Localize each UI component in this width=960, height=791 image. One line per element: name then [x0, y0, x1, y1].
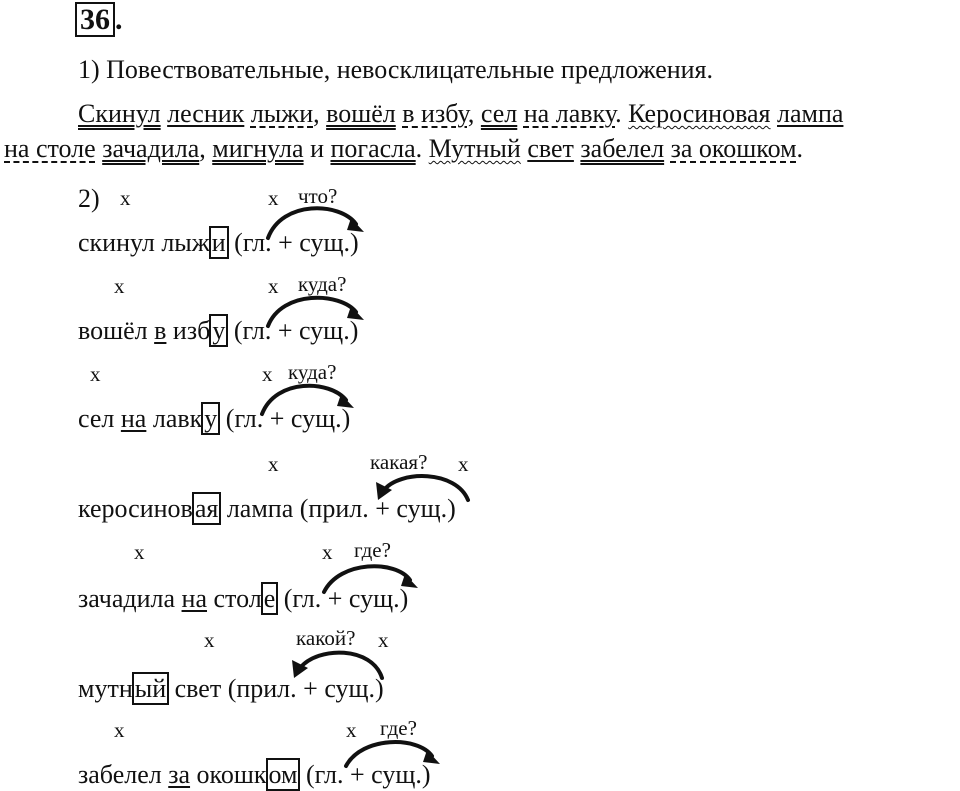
- phrase-text: забелел: [78, 760, 169, 789]
- punct: ,: [313, 99, 327, 128]
- mark-x: x: [204, 628, 215, 652]
- phrase-7: [78, 762, 431, 788]
- question-label: куда?: [298, 272, 347, 296]
- phrase-text: скинул лыж: [78, 228, 210, 257]
- ending-box: и: [209, 226, 229, 259]
- mark-x: x: [120, 186, 131, 210]
- question-label: где?: [354, 538, 391, 562]
- predicate-word: забелел: [580, 134, 665, 163]
- phrase-text: зачадила: [78, 584, 182, 613]
- attribute-word: Мутный: [428, 134, 521, 163]
- task-number-box: 36: [75, 2, 115, 37]
- circumstance-word: за окошком: [670, 134, 797, 163]
- mark-x: x: [268, 186, 279, 210]
- question-label: какой?: [296, 626, 356, 650]
- predicate-word: сел: [480, 99, 518, 128]
- preposition: за: [168, 760, 191, 789]
- phrase-text: окошк: [190, 760, 267, 789]
- subject-word: лампа: [777, 99, 844, 128]
- mark-x: x: [458, 452, 469, 476]
- predicate-word: погасла: [330, 134, 416, 163]
- question-label: какая?: [370, 450, 428, 474]
- subject-word: лесник: [167, 99, 245, 128]
- conjunction: и: [303, 134, 331, 163]
- phrase-text: свет (прил. + сущ.): [168, 674, 384, 703]
- predicate-word: вошёл: [326, 99, 396, 128]
- question-label: что?: [298, 184, 338, 208]
- phrase-text: (гл. + сущ.): [299, 760, 431, 789]
- preposition: в: [154, 316, 167, 345]
- mark-x: x: [268, 274, 279, 298]
- task-number-dot: .: [115, 3, 123, 36]
- attribute-word: Керосиновая: [628, 99, 771, 128]
- phrase-text: лавк: [146, 404, 203, 433]
- question-label: где?: [380, 716, 417, 740]
- question-label: куда?: [288, 360, 337, 384]
- mark-x: x: [114, 718, 125, 742]
- mark-x: x: [134, 540, 145, 564]
- mark-x: x: [378, 628, 389, 652]
- phrase-text: мутн: [78, 674, 133, 703]
- circumstance-word: на столе: [4, 134, 96, 163]
- subject-word: свет: [527, 134, 574, 163]
- phrase-text: вошёл: [78, 316, 155, 345]
- ending-box: у: [201, 402, 220, 435]
- preposition: на: [181, 584, 208, 613]
- circumstance-word: на лавку: [523, 99, 616, 128]
- punct: .: [415, 134, 429, 163]
- predicate-word: Скинул: [78, 99, 161, 128]
- mark-x: x: [262, 362, 273, 386]
- predicate-word: зачадила: [102, 134, 200, 163]
- preposition: на: [120, 404, 147, 433]
- mark-x: x: [268, 452, 279, 476]
- object-word: лыжи: [250, 99, 314, 128]
- phrase-text: изб: [166, 316, 211, 345]
- phrase-text: (гл. + сущ.): [219, 404, 351, 433]
- phrase-text: керосинов: [78, 494, 193, 523]
- mark-x: x: [90, 362, 101, 386]
- circumstance-word: в избу: [402, 99, 468, 128]
- part1-heading: 1) Повествовательные, невосклицательные предложения.: [78, 55, 714, 84]
- punct: ,: [467, 99, 481, 128]
- mark-x: x: [322, 540, 333, 564]
- ending-box: е: [261, 582, 279, 615]
- phrase-text: стол: [207, 584, 262, 613]
- phrase-text: (гл. + сущ.): [227, 228, 359, 257]
- phrase-text: лампа (прил. + сущ.): [220, 494, 456, 523]
- phrase-text: (гл. + сущ.): [227, 316, 359, 345]
- mark-x: x: [114, 274, 125, 298]
- part2-label: 2): [78, 184, 100, 213]
- ending-box: ом: [266, 758, 301, 791]
- mark-x: x: [346, 718, 357, 742]
- ending-box: у: [209, 314, 228, 347]
- ending-box: ая: [192, 492, 222, 525]
- punct: ,: [199, 134, 213, 163]
- ending-box: ый: [132, 672, 169, 705]
- predicate-word: мигнула: [212, 134, 304, 163]
- punct: .: [615, 99, 629, 128]
- phrase-text: (гл. + сущ.): [277, 584, 409, 613]
- punct: .: [796, 134, 804, 163]
- phrase-text: сел: [78, 404, 121, 433]
